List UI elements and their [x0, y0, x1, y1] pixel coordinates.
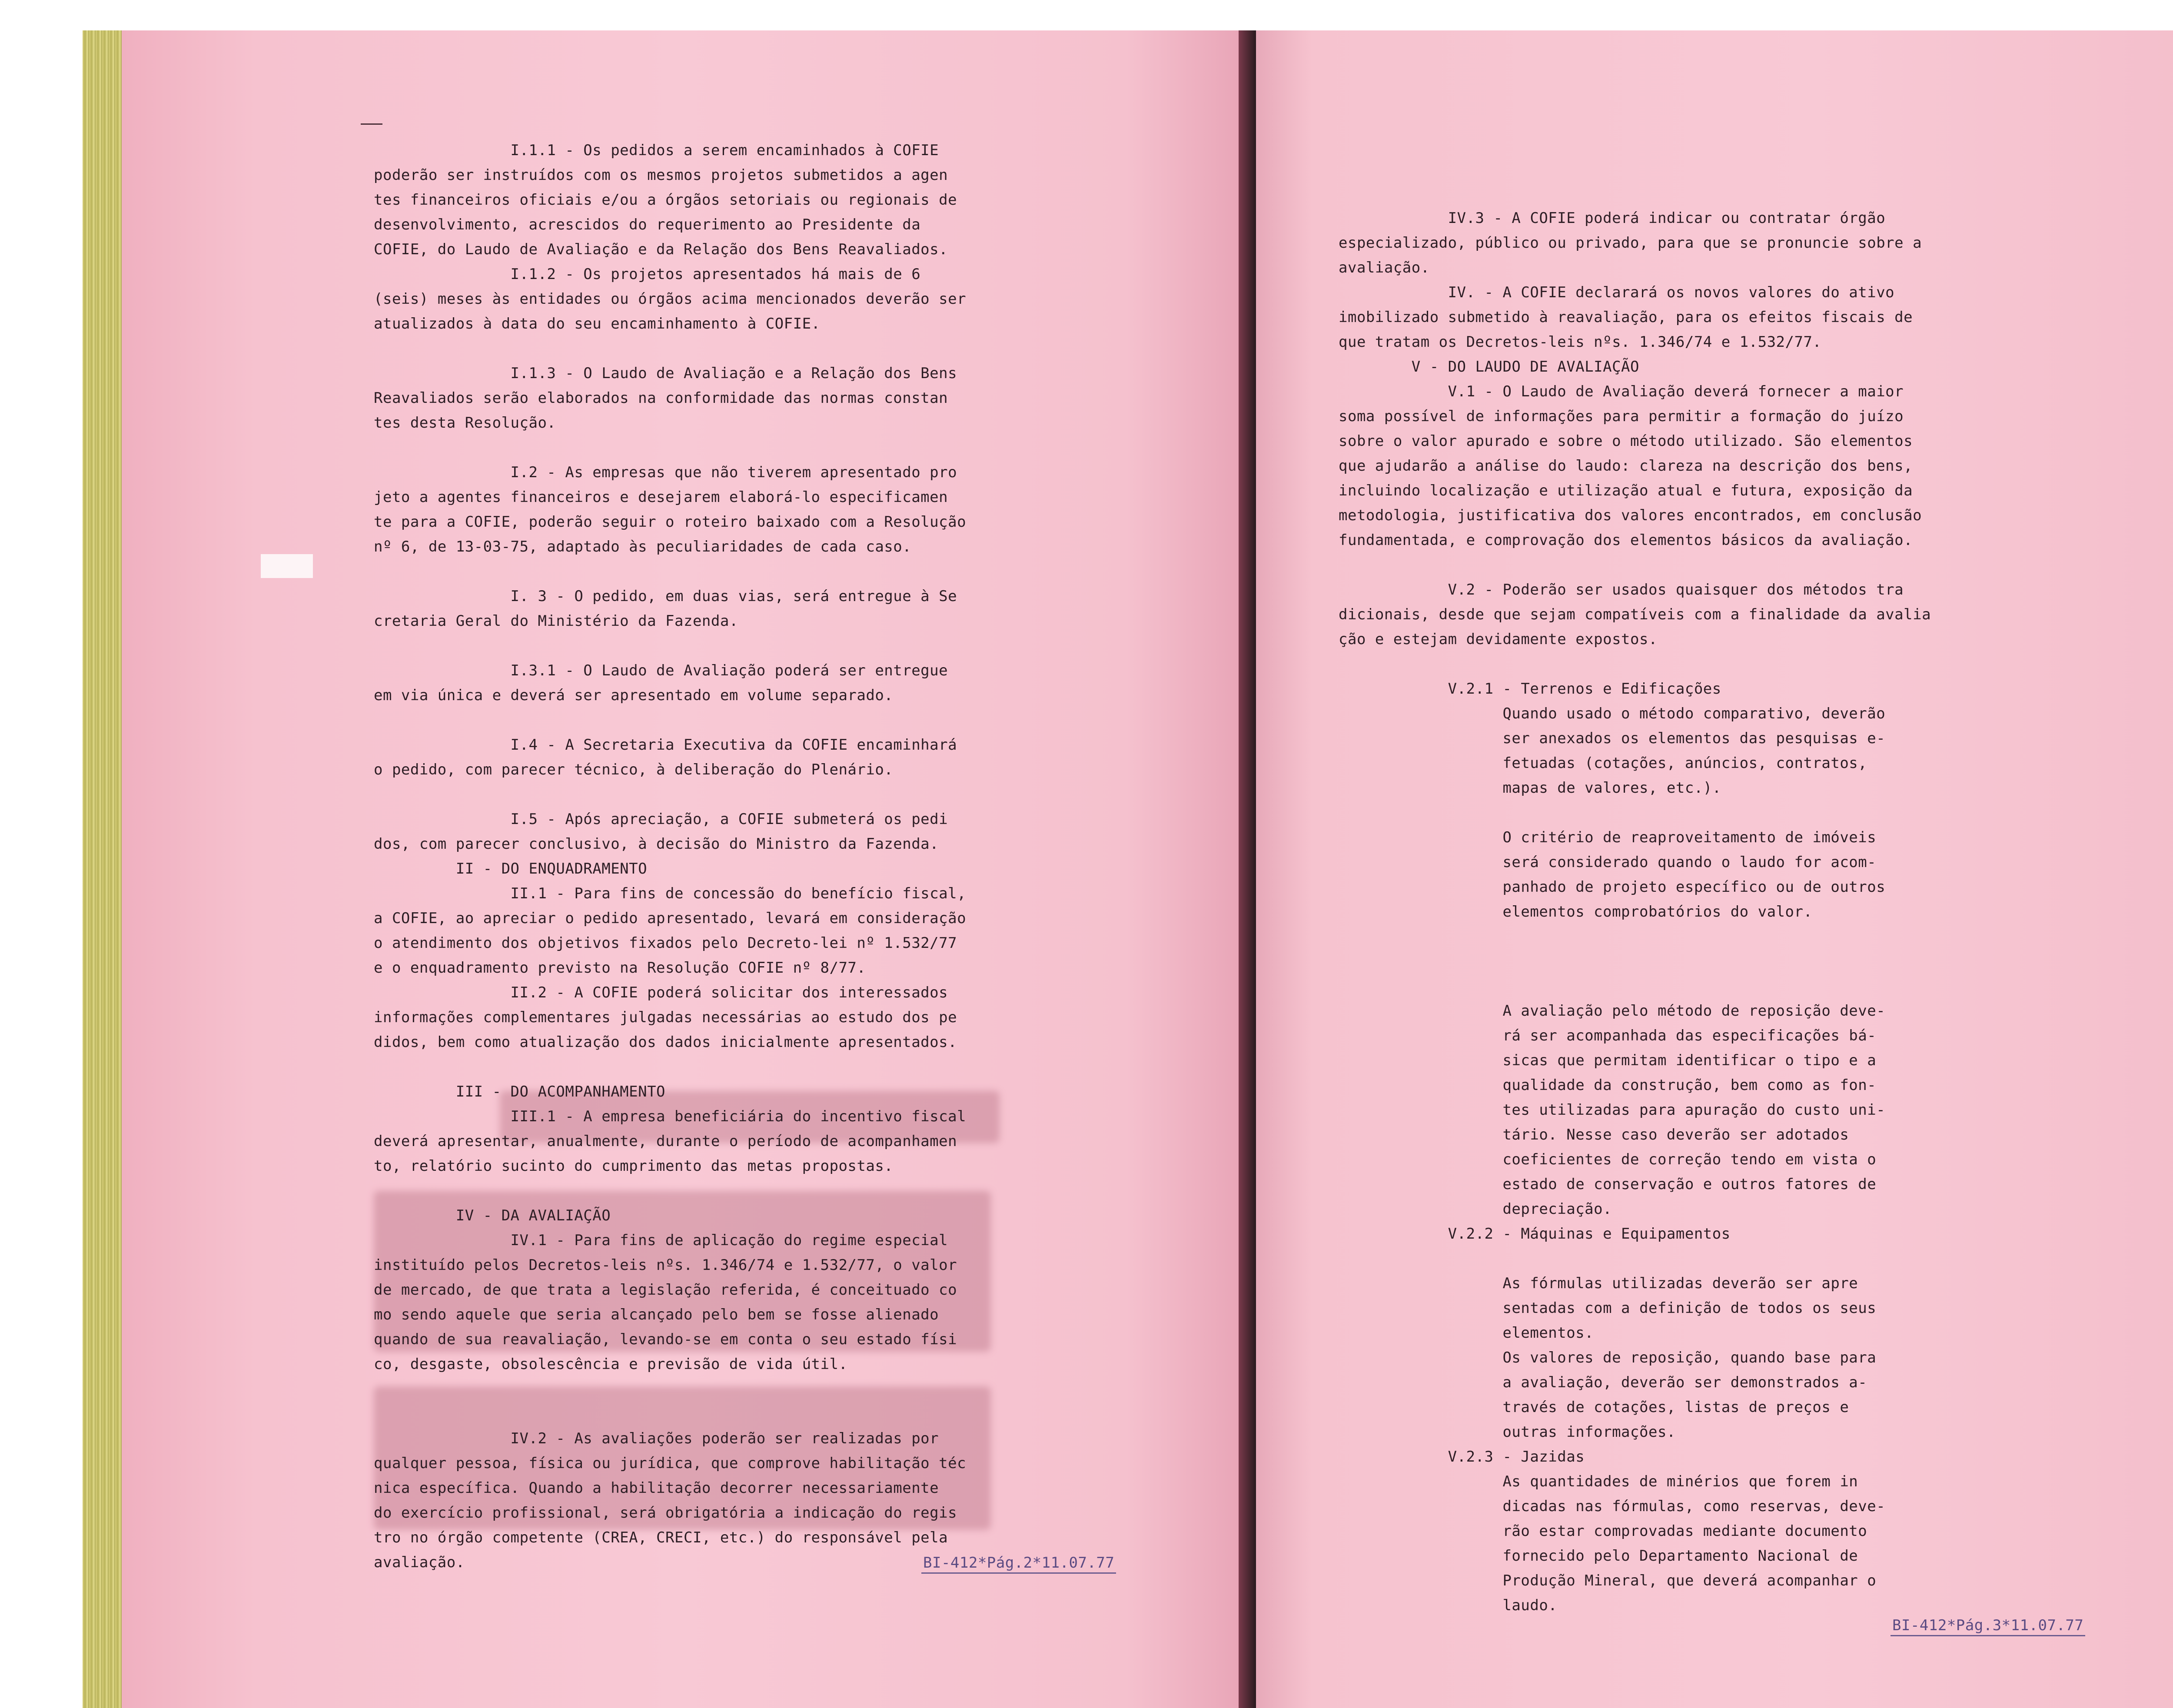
text-line: II.1 - Para fins de concessão do benefício fiscal, [374, 885, 967, 902]
text-line: laudo. [1339, 1597, 1558, 1614]
text-line: As fórmulas utilizadas deverão ser apre [1339, 1275, 1858, 1292]
right-page-footer: BI-412*Pág.3*11.07.77 [1891, 1617, 2085, 1636]
text-line: to, relatório sucinto do cumprimento das metas propostas. [374, 1157, 894, 1175]
text-line: a COFIE, ao apreciar o pedido apresentado, levará em consideração [374, 910, 967, 927]
text-line: co, desgaste, obsolescência e previsão de vida útil. [374, 1356, 848, 1373]
text-line: qualidade da construção, bem como as fon- [1339, 1077, 1877, 1094]
text-line: mapas de valores, etc.). [1339, 779, 1721, 797]
text-line: em via única e deverá ser apresentado em volume separado. [374, 687, 894, 704]
text-line: Os valores de reposição, quando base para [1339, 1349, 1877, 1366]
text-line: fornecido pelo Departamento Nacional de [1339, 1547, 1858, 1565]
text-line: desenvolvimento, acrescidos do requerimento ao Presidente da [374, 216, 921, 233]
text-line [374, 1179, 966, 1203]
text-line: I.4 - A Secretaria Executiva da COFIE encaminhará [374, 736, 957, 754]
text-line: dicionais, desde que sejam compatíveis com a finalidade da avalia [1339, 606, 1931, 623]
text-line: elementos comprobatórios do valor. [1339, 903, 1813, 920]
text-line: fundamentada, e comprovação dos elementos básicos da avaliação. [1339, 532, 1913, 549]
left-page-footer: BI-412*Pág.2*11.07.77 [921, 1554, 1116, 1574]
text-line [374, 708, 966, 733]
text-line: tes utilizadas para apuração do custo uni- [1339, 1101, 1886, 1119]
text-line: rá ser acompanhada das especificações bá- [1339, 1027, 1877, 1044]
text-line: III.1 - A empresa beneficiária do incentivo fiscal [374, 1108, 967, 1125]
text-line: nº 6, de 13-03-75, adaptado às peculiaridades de cada caso. [374, 538, 912, 555]
text-line: coeficientes de correção tendo em vista o [1339, 1151, 1877, 1168]
text-line: rão estar comprovadas mediante documento [1339, 1522, 1867, 1540]
text-line [1339, 924, 1931, 949]
text-line: atualizados à data do seu encaminhamento à COFIE. [374, 315, 821, 332]
text-line [374, 1055, 966, 1080]
text-line: sentadas com a definição de todos os seus [1339, 1299, 1877, 1317]
text-line: deverá apresentar, anualmente, durante o período de acompanhamen [374, 1133, 957, 1150]
text-line: te para a COFIE, poderão seguir o roteiro baixado com a Resolução [374, 513, 967, 531]
text-line: sobre o valor apurado e sobre o método utilizado. São elementos [1339, 432, 1913, 450]
text-line [374, 1377, 966, 1402]
text-line: a avaliação, deverão ser demonstrados a- [1339, 1374, 1867, 1391]
text-line: IV.2 - As avaliações poderão ser realizadas por [374, 1430, 939, 1447]
book-edge [83, 30, 122, 1708]
text-line: II.2 - A COFIE poderá solicitar dos interessados [374, 984, 948, 1001]
text-line [1339, 949, 1931, 974]
text-line: outras informações. [1339, 1423, 1676, 1441]
text-line: avaliação. [374, 1554, 465, 1571]
text-line: imobilizado submetido à reavaliação, para os efeitos fiscais de [1339, 309, 1913, 326]
text-line [1339, 652, 1931, 677]
text-line: IV.1 - Para fins de aplicação do regime especial [374, 1232, 948, 1249]
text-line: avaliação. [1339, 259, 1430, 276]
text-line: Quando usado o método comparativo, deverão [1339, 705, 1886, 722]
corner-mark [361, 123, 382, 125]
text-line: poderão ser instruídos com os mesmos projetos submetidos a agen [374, 166, 948, 184]
text-line: I.5 - Após apreciação, a COFIE submeterá os pedi [374, 811, 948, 828]
text-line: COFIE, do Laudo de Avaliação e da Relação dos Bens Reavaliados. [374, 241, 948, 258]
text-line: especializado, público ou privado, para que se pronuncie sobre a [1339, 234, 1922, 252]
text-line: II - DO ENQUADRAMENTO [374, 860, 648, 877]
text-line: incluindo localização e utilização atual e futura, exposição da [1339, 482, 1913, 499]
text-line [374, 782, 966, 807]
text-line: didos, bem como atualização dos dados inicialmente apresentados. [374, 1033, 957, 1051]
text-line [374, 559, 966, 584]
text-line: V.2.3 - Jazidas [1339, 1448, 1585, 1465]
paper-tab [261, 554, 313, 578]
text-line: fetuadas (cotações, anúncios, contratos, [1339, 754, 1867, 772]
text-line: través de cotações, listas de preços e [1339, 1399, 1849, 1416]
text-line: ser anexados os elementos das pesquisas e- [1339, 730, 1886, 747]
text-line: V.1 - O Laudo de Avaliação deverá fornecer a maior [1339, 383, 1904, 400]
text-line: I. 3 - O pedido, em duas vias, será entregue à Se [374, 588, 957, 605]
text-line: de mercado, de que trata a legislação referida, é conceituado co [374, 1281, 957, 1299]
text-line: III - DO ACOMPANHAMENTO [374, 1083, 666, 1100]
text-line: IV.3 - A COFIE poderá indicar ou contratar órgão [1339, 209, 1886, 227]
text-line [374, 634, 966, 658]
text-line: mo sendo aquele que seria alcançado pelo bem se fosse alienado [374, 1306, 939, 1323]
text-line: o pedido, com parecer técnico, à deliberação do Plenário. [374, 761, 894, 778]
text-line: elementos. [1339, 1324, 1594, 1342]
text-line: IV - DA AVALIAÇÃO [374, 1207, 611, 1224]
text-line: soma possível de informações para permitir a formação do juízo [1339, 408, 1904, 425]
text-line [374, 435, 966, 460]
text-line: I.1.3 - O Laudo de Avaliação e a Relação dos Bens [374, 365, 957, 382]
text-line [1339, 801, 1931, 825]
text-line: dicadas nas fórmulas, como reservas, deve- [1339, 1498, 1886, 1515]
text-line: qualquer pessoa, física ou jurídica, que comprove habilitação téc [374, 1455, 967, 1472]
text-line: estado de conservação e outros fatores de [1339, 1176, 1877, 1193]
text-line [1339, 1246, 1931, 1271]
text-line: V.2.1 - Terrenos e Edificações [1339, 680, 1721, 698]
text-line: I.1.2 - Os projetos apresentados há mais de 6 [374, 266, 921, 283]
text-line: panhado de projeto específico ou de outros [1339, 878, 1886, 896]
text-line [1339, 553, 1931, 578]
text-line: informações complementares julgadas necessárias ao estudo dos pe [374, 1009, 957, 1026]
text-line: tes financeiros oficiais e/ou a órgãos setoriais ou regionais de [374, 191, 957, 209]
text-line: metodologia, justificativa dos valores encontrados, em conclusão [1339, 507, 1922, 524]
text-line: tário. Nesse caso deverão ser adotados [1339, 1126, 1849, 1143]
text-line [374, 1402, 966, 1426]
text-line: tro no órgão competente (CREA, CRECI, etc.) do responsável pela [374, 1529, 948, 1546]
right-page-text [1339, 206, 1931, 1618]
text-line: O critério de reaproveitamento de imóveis [1339, 829, 1877, 846]
text-line: IV. - A COFIE declarará os novos valores do ativo [1339, 284, 1895, 301]
text-line: será considerado quando o laudo for acom- [1339, 854, 1877, 871]
text-line: o atendimento dos objetivos fixados pelo Decreto-lei nº 1.532/77 [374, 934, 957, 952]
text-line: Reavaliados serão elaborados na conformidade das normas constan [374, 389, 948, 407]
text-line: As quantidades de minérios que forem in [1339, 1473, 1858, 1490]
text-line: V.2.2 - Máquinas e Equipamentos [1339, 1225, 1731, 1243]
text-line [1339, 974, 1931, 999]
text-line: I.3.1 - O Laudo de Avaliação poderá ser entregue [374, 662, 948, 679]
text-line: que ajudarão a análise do laudo: clareza na descrição dos bens, [1339, 457, 1913, 475]
text-line: e o enquadramento previsto na Resolução COFIE nº 8/77. [374, 959, 866, 977]
text-line: que tratam os Decretos-leis nºs. 1.346/74 e 1.532/77. [1339, 333, 1822, 351]
text-line: nica específica. Quando a habilitação decorrer necessariamente [374, 1479, 939, 1497]
text-line: V - DO LAUDO DE AVALIAÇÃO [1339, 358, 1640, 375]
text-line: (seis) meses às entidades ou órgãos acima mencionados deverão ser [374, 290, 967, 308]
text-line: quando de sua reavaliação, levando-se em conta o seu estado físi [374, 1331, 957, 1348]
text-line: cretaria Geral do Ministério da Fazenda. [374, 612, 738, 630]
text-line: jeto a agentes financeiros e desejarem elaborá-lo especificamen [374, 488, 948, 506]
text-line: A avaliação pelo método de reposição deve- [1339, 1002, 1886, 1020]
text-line: Produção Mineral, que deverá acompanhar o [1339, 1572, 1877, 1589]
text-line: ção e estejam devidamente expostos. [1339, 631, 1658, 648]
book-gutter [1239, 30, 1256, 1708]
left-page-text [374, 138, 966, 1575]
text-line: dos, com parecer conclusivo, à decisão do Ministro da Fazenda. [374, 835, 939, 853]
text-line: tes desta Resolução. [374, 414, 556, 432]
text-line: I.1.1 - Os pedidos a serem encaminhados à COFIE [374, 142, 939, 159]
text-line: instituído pelos Decretos-leis nºs. 1.346/74 e 1.532/77, o valor [374, 1256, 957, 1274]
text-line: I.2 - As empresas que não tiverem apresentado pro [374, 464, 957, 481]
text-line: V.2 - Poderão ser usados quaisquer dos métodos tra [1339, 581, 1904, 598]
text-line: sicas que permitam identificar o tipo e a [1339, 1052, 1877, 1069]
text-line [374, 336, 966, 361]
text-line: do exercício profissional, será obrigatória a indicação do regis [374, 1504, 957, 1522]
text-line: depreciação. [1339, 1200, 1612, 1218]
